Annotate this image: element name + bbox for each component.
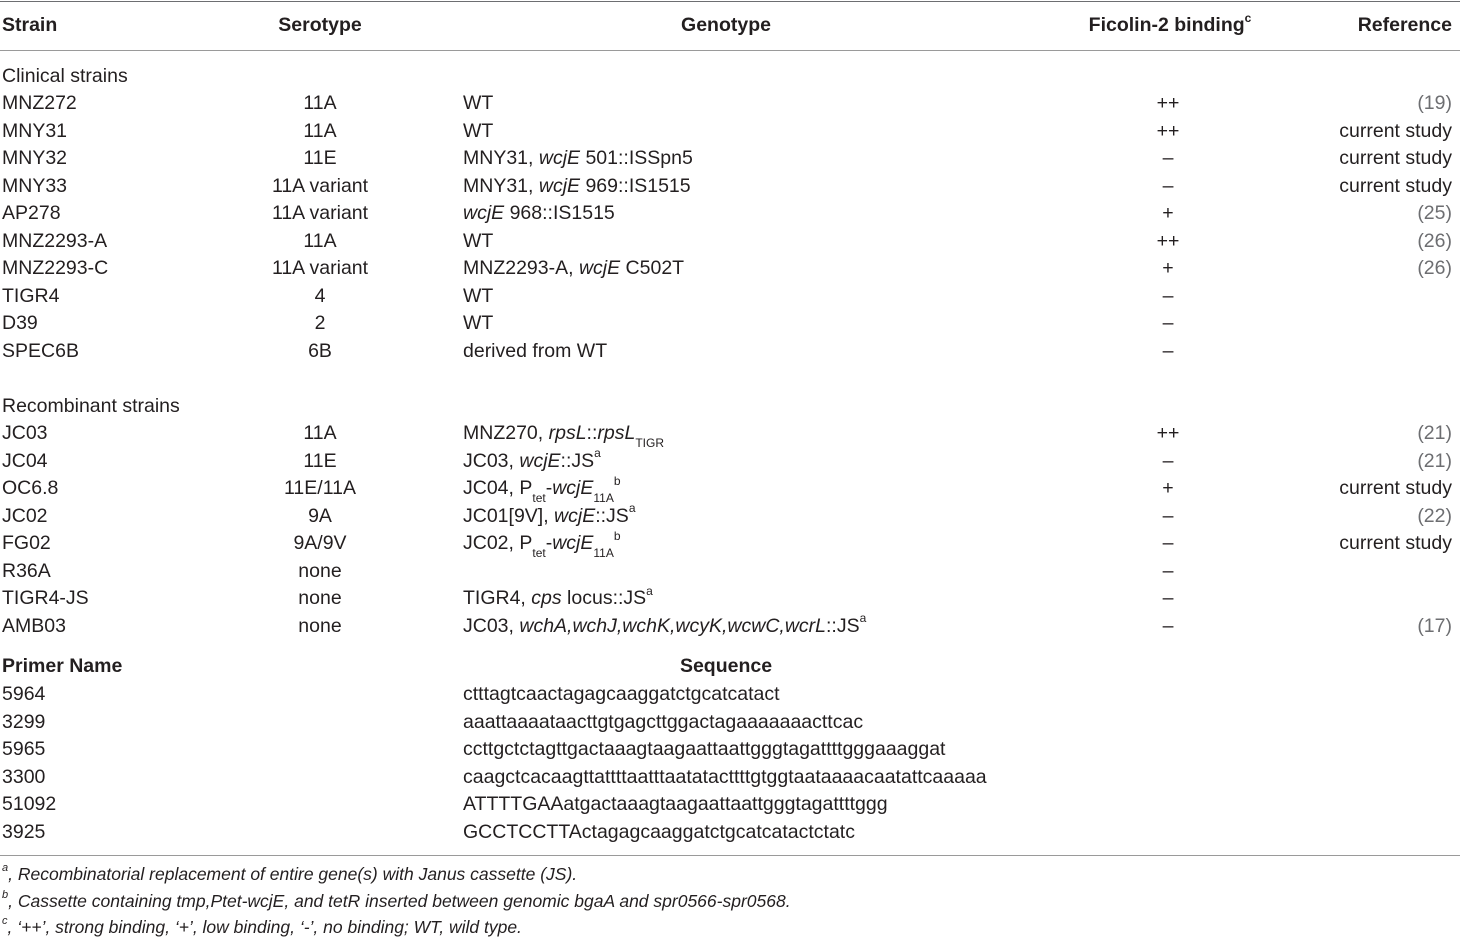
ficolin-cell: –	[1162, 147, 1174, 169]
primer-sequence-cell: GCCTCCTTActagagcaaggatctgcatcatactctatc	[463, 820, 855, 843]
strain-cell: MNY32	[2, 147, 68, 169]
genotype-cell: WT	[463, 229, 494, 252]
genotype-text: ::JS	[826, 614, 860, 637]
reference-cell: (19)	[1417, 92, 1452, 114]
footnote-mark: a	[628, 501, 636, 515]
genotype-text: JC03,	[463, 449, 520, 472]
ficolin-cell: –	[1162, 284, 1174, 307]
ficolin-cell: –	[1162, 339, 1174, 362]
gene-name: wchA,wchJ,wchK,wcyK,wcwC,wcrL	[519, 614, 826, 637]
strain-cell: JC02	[2, 504, 48, 527]
table-row	[0, 585, 1460, 612]
header-strain: Strain	[2, 14, 58, 36]
primer-row	[0, 681, 1460, 708]
genotype-cell	[463, 255, 684, 282]
top-rule	[0, 1, 1460, 2]
strain-cell: MNY31	[2, 119, 68, 142]
footnote-mark: a	[646, 583, 653, 598]
serotype-cell: 9A	[308, 504, 332, 527]
serotype-cell: 4	[314, 284, 326, 307]
ficolin-cell: –	[1162, 312, 1174, 334]
reference-cell: current study	[1339, 174, 1452, 197]
header-serotype: Serotype	[278, 14, 362, 36]
table-row	[0, 338, 1460, 365]
section-clinical-label: Clinical strains	[2, 65, 128, 87]
strain-cell: AP278	[2, 202, 61, 224]
primer-row	[0, 791, 1460, 818]
ficolin-cell: –	[1162, 504, 1174, 527]
gene-name: wcjE	[538, 147, 581, 169]
serotype-cell: 11A	[303, 422, 337, 444]
ficolin-cell: +	[1162, 477, 1174, 499]
strain-cell: MNZ272	[2, 92, 77, 114]
strain-cell: JC03	[2, 422, 48, 444]
genotype-text: 968::IS1515	[504, 202, 615, 224]
gene-name: rpsL	[548, 422, 587, 444]
serotype-cell: none	[298, 614, 342, 637]
genotype-text: JC04, P	[463, 477, 533, 499]
promoter-subscript: tet	[532, 545, 546, 560]
genotype-cell	[463, 420, 664, 450]
footnote-b-text: , Cassette containing tmp,Ptet-wcjE, and tetR inserted between genomic bgaA and spr0566-spr0568.	[8, 891, 791, 911]
ficolin-cell: ++	[1156, 229, 1180, 252]
table-row	[0, 255, 1460, 282]
table-row	[0, 145, 1460, 172]
primer-sequence-cell: caagctcacaagttattttaatttaatatacttttgtggtaataaaacaatattcaaaaa	[463, 765, 987, 788]
genotype-text: ::JS	[595, 504, 629, 527]
genotype-text: TIGR4,	[463, 587, 532, 609]
serotype-cell: 11A	[303, 119, 337, 142]
serotype-cell: none	[298, 559, 342, 582]
serotype-cell: 9A/9V	[293, 532, 347, 554]
ficolin-cell: +	[1162, 202, 1174, 224]
table-row	[0, 528, 1460, 560]
strain-cell: R36A	[2, 559, 51, 582]
header-primer-sequence: Sequence	[679, 655, 773, 677]
header-ficolin-label: Ficolin-2 binding	[1088, 14, 1245, 36]
genotype-cell	[463, 585, 653, 612]
serotype-cell: none	[298, 587, 342, 609]
gene-name: wcjE	[578, 257, 621, 279]
genotype-text: MNZ2293-A,	[463, 257, 579, 279]
header-genotype: Genotype	[681, 14, 771, 36]
footnote-c-mark: c	[2, 915, 8, 928]
reference-cell: current study	[1339, 477, 1452, 499]
serotype-cell: 11E	[303, 449, 337, 472]
table-header	[0, 12, 1460, 39]
table-row	[0, 118, 1460, 145]
table-row	[0, 473, 1460, 505]
primer-name-cell: 3925	[2, 820, 46, 843]
section-clinical	[0, 63, 1460, 90]
table-row	[0, 173, 1460, 200]
primer-row	[0, 764, 1460, 791]
footnote-c-text: , ‘++’, strong binding, ‘+’, low binding, ‘-’, no binding; WT, wild type.	[7, 917, 522, 937]
serotype-cell: 11A	[303, 229, 337, 252]
reference-cell: current study	[1339, 119, 1452, 142]
header-reference: Reference	[1357, 14, 1452, 36]
gene-subscript: TIGR	[635, 435, 664, 450]
primer-name-cell: 3300	[2, 765, 46, 788]
ficolin-cell: –	[1162, 532, 1174, 554]
primer-sequence-cell: ATTTTGAAatgactaaagtaagaattaattgggtagattttggg	[463, 793, 888, 815]
primer-sequence-cell: ccttgctctagttgactaaagtaagaattaattgggtagattttgggaaaggat	[463, 738, 946, 760]
table-row	[0, 90, 1460, 117]
header-primer-name: Primer Name	[2, 655, 123, 677]
genotype-text: MNY31,	[463, 147, 539, 169]
table-row	[0, 283, 1460, 310]
table-row	[0, 420, 1460, 450]
genotype-text: 501::ISSpn5	[580, 147, 693, 169]
header-ficolin	[1060, 12, 1280, 39]
genotype-text: JC02, P	[463, 532, 533, 554]
footnote-mark: a	[594, 446, 601, 460]
serotype-cell: 11E	[303, 147, 337, 169]
table-row	[0, 228, 1460, 255]
genotype-text: ::	[586, 422, 598, 444]
ficolin-cell: –	[1162, 614, 1174, 637]
primer-name-cell: 5964	[2, 683, 46, 705]
strain-cell: FG02	[2, 532, 51, 554]
serotype-cell: 11A	[303, 92, 337, 114]
ficolin-cell: ++	[1156, 92, 1180, 114]
strain-cell: AMB03	[2, 614, 66, 637]
footnote-b	[2, 890, 791, 912]
genotype-text: 969::IS1515	[580, 174, 691, 197]
primer-sequence-cell: aaattaaaataacttgtgagcttggactagaaaaaaacttcac	[463, 710, 864, 733]
reference-cell: (21)	[1417, 449, 1452, 472]
gene-name: wcjE	[552, 532, 594, 554]
reference-cell: current study	[1339, 532, 1452, 554]
footnote-a	[2, 863, 577, 885]
primer-name-cell: 5965	[2, 738, 46, 760]
primer-row	[0, 736, 1460, 763]
table-row	[0, 503, 1460, 530]
genotype-cell: WT	[463, 119, 494, 142]
primer-name-cell: 3299	[2, 710, 46, 733]
strain-cell: SPEC6B	[2, 339, 79, 362]
ficolin-cell: –	[1162, 559, 1174, 582]
primer-sequence-cell: ctttagtcaactagagcaaggatctgcatcatact	[463, 683, 780, 705]
gene-name: wcjE	[519, 449, 561, 472]
genotype-text: -	[545, 532, 553, 554]
reference-cell: (25)	[1417, 202, 1452, 224]
genotype-cell	[463, 528, 621, 560]
primer-row	[0, 819, 1460, 846]
header-rule	[0, 50, 1460, 51]
serotype-cell: 6B	[308, 339, 332, 362]
table-row	[0, 558, 1460, 585]
genotype-text: MNY31,	[463, 174, 539, 197]
gene-name: wcjE	[552, 477, 594, 499]
primer-header	[0, 653, 1460, 680]
gene-subscript: 11A	[593, 545, 614, 560]
footnote-c	[2, 916, 522, 938]
genotype-cell	[463, 448, 601, 475]
strain-cell: MNZ2293-C	[2, 257, 109, 279]
footnote-a-mark: a	[2, 862, 9, 875]
genotype-cell	[463, 613, 866, 640]
table-row	[0, 200, 1460, 227]
footnote-mark: a	[859, 611, 867, 625]
genotype-cell	[463, 200, 615, 227]
reference-cell: current study	[1339, 147, 1452, 169]
reference-cell: (22)	[1417, 504, 1452, 527]
strain-cell: TIGR4	[2, 284, 60, 307]
ficolin-cell: ++	[1156, 422, 1180, 444]
gene-name: wcjE	[538, 174, 581, 197]
genotype-text: JC01[9V],	[463, 504, 555, 527]
promoter-subscript: tet	[532, 490, 546, 505]
genotype-cell	[463, 473, 621, 505]
genotype-cell	[463, 173, 691, 200]
genotype-text: C502T	[620, 257, 685, 279]
gene-name: cps	[531, 587, 562, 609]
table-row	[0, 310, 1460, 337]
footnote-mark: b	[613, 528, 621, 543]
ficolin-cell: –	[1162, 174, 1174, 197]
genotype-text: locus::JS	[561, 587, 647, 609]
footnote-a-text: , Recombinatorial replacement of entire gene(s) with Janus cassette (JS).	[8, 864, 578, 884]
table-row	[0, 613, 1460, 640]
serotype-cell: 11A variant	[271, 174, 369, 197]
genotype-text: JC03,	[463, 614, 520, 637]
reference-cell: (17)	[1417, 614, 1452, 637]
serotype-cell: 11A variant	[271, 257, 369, 279]
table-row	[0, 448, 1460, 475]
gene-subscript: 11A	[593, 490, 614, 505]
reference-cell: (26)	[1417, 229, 1452, 252]
strain-cell: JC04	[2, 449, 48, 472]
strain-cell: MNZ2293-A	[2, 229, 108, 252]
strain-cell: TIGR4-JS	[2, 587, 89, 609]
genotype-text: ::JS	[560, 449, 595, 472]
header-ficolin-sup: c	[1244, 10, 1252, 25]
genotype-cell: WT	[463, 92, 494, 114]
serotype-cell: 11E/11A	[284, 477, 356, 499]
reference-cell: (26)	[1417, 257, 1452, 279]
genotype-text: MNZ270,	[463, 422, 549, 444]
ficolin-cell: –	[1162, 587, 1174, 609]
footer-rule	[0, 855, 1460, 856]
genotype-cell: WT	[463, 312, 494, 334]
strain-cell: MNY33	[2, 174, 68, 197]
genotype-cell	[463, 503, 636, 530]
primer-name-cell: 51092	[2, 793, 57, 815]
genotype-cell	[463, 145, 693, 172]
genotype-cell: WT	[463, 284, 494, 307]
genotype-text: -	[545, 477, 553, 499]
gene-name: wcjE	[463, 202, 505, 224]
primer-row	[0, 709, 1460, 736]
gene-name: rpsL	[597, 422, 636, 444]
footnote-b-mark: b	[2, 889, 9, 902]
strain-cell: D39	[2, 312, 38, 334]
section-recombinant-label: Recombinant strains	[2, 395, 180, 417]
ficolin-cell: ++	[1156, 119, 1180, 142]
serotype-cell: 11A variant	[271, 202, 369, 224]
section-recombinant	[0, 393, 1460, 420]
genotype-cell: derived from WT	[463, 339, 608, 362]
footnote-mark: b	[613, 473, 621, 488]
reference-cell: (21)	[1417, 422, 1452, 444]
ficolin-cell: +	[1162, 257, 1174, 279]
gene-name: wcjE	[554, 504, 596, 527]
ficolin-cell: –	[1162, 449, 1174, 472]
strain-cell: OC6.8	[2, 477, 59, 499]
serotype-cell: 2	[314, 312, 326, 334]
